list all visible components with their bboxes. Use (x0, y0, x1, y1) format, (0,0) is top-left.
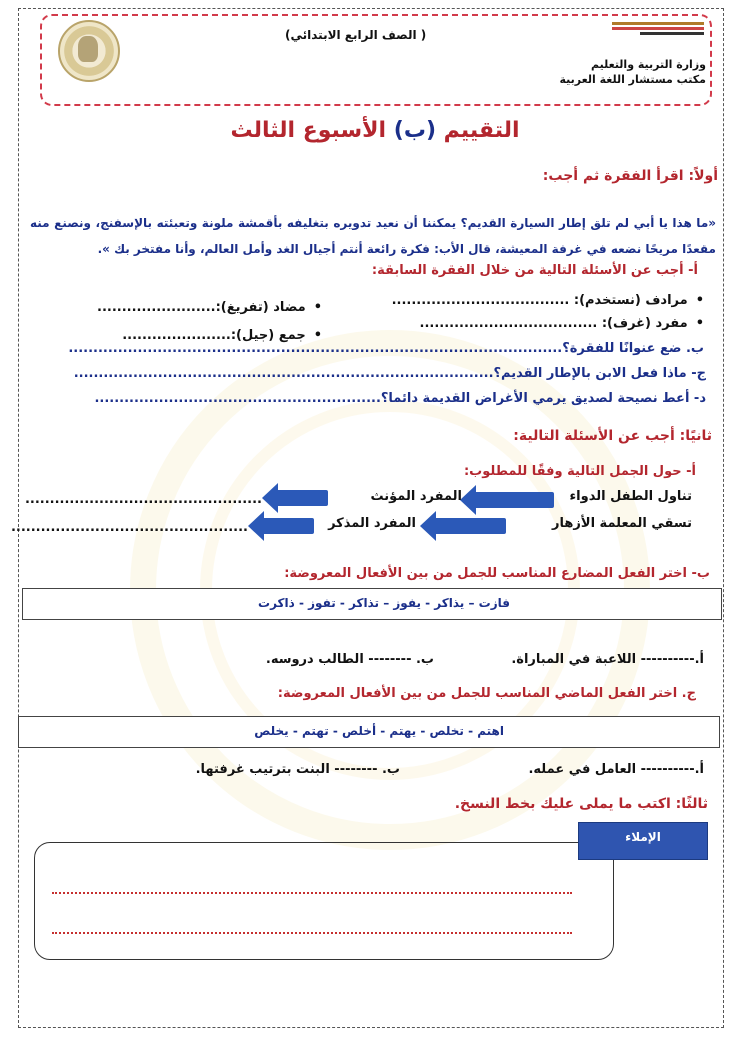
part2-q-c: ج. اختر الفعل الماضي المناسب للجمل من بين الأفعال المعروضة: (277, 686, 696, 701)
sentence-2: تسقي المعلمة الأزهار (552, 516, 692, 531)
arrow-3-icon (434, 518, 506, 534)
sentence-2-target: المفرد المذكر (328, 516, 416, 531)
singular-question: • مفرد (غرف): .................................... (420, 316, 704, 331)
reading-passage: «ما هذا يا أبي لم تلق إطار السيارة القديم؟ يمكننا أن نعيد تدويره بتغليفه بأقمشة ملونة وتعبئته بالإسفنج، ونصنع منه مقعدًا مريحًا نضعه في غرفة المعيشة، قال الأب: فكرة رائعة أنتم أجيال الغد وأمل العالم، وأنا مفتخر بك ». (30, 216, 716, 256)
present-q-a: أ.---------- اللاعبة في المباراة. (511, 652, 704, 667)
part1-q-a: أ- أجب عن الأسئلة التالية من خلال الفقرة السابقة: (371, 263, 698, 278)
ministry-logo-icon (612, 20, 704, 42)
present-q-b: ب. -------- الطالب دروسه. (265, 652, 434, 667)
past-q-a: أ.---------- العامل في عمله. (528, 762, 704, 777)
dictation-box (34, 842, 614, 960)
dictation-label: الإملاء (578, 822, 708, 860)
ministry-name: وزارة التربية والتعليم (591, 58, 706, 71)
part1-heading: أولاً: اقرأ الفقرة ثم أجب: (542, 168, 718, 184)
dictation-line-2 (52, 932, 572, 934)
page-title (0, 118, 750, 143)
title-rest: الأسبوع الثالث (230, 118, 387, 143)
title-main: التقييم (443, 118, 520, 143)
dictation-line-1 (52, 892, 572, 894)
sentence-1: تناول الطفل الدواء (569, 489, 692, 504)
arrow-2-icon (276, 490, 328, 506)
synonym-question: • مرادف (نستخدم): .................................... (392, 293, 704, 308)
sentence-2-answer-line: ................................................ (10, 520, 248, 535)
part2-q-a: أ- حول الجمل التالية وفقًا للمطلوب: (463, 464, 696, 479)
sentence-1-target: المفرد المؤنث (370, 489, 462, 504)
office-name: مكتب مستشار اللغة العربية (559, 73, 706, 86)
part2-q-b: ب- اختر الفعل المضارع المناسب للجمل من بين الأفعال المعروضة: (284, 566, 710, 581)
part2-heading: ثانيًا: أجب عن الأسئلة التالية: (513, 428, 712, 444)
antonym-question: • مضاد (تفريغ):........................ (97, 300, 322, 315)
present-verbs: فازت – يذاكر - يفوز – تذاكر - تفوز - ذاكرت (258, 596, 510, 610)
past-verbs: اهتم - تخلص - يهتم - أخلص - تهتم - يخلص (254, 724, 504, 738)
arrow-4-icon (262, 518, 314, 534)
plural-question: • جمع (جيل):...................... (122, 328, 322, 343)
grade-label: ( الصف الرابع الابتدائي) (285, 28, 427, 42)
arrow-1-icon (474, 492, 554, 508)
part1-q-c: ج- ماذا فعل الابن بالإطار القديم؟..................................................................................... (73, 366, 706, 381)
republic-seal-icon (58, 20, 120, 82)
part1-q-d: د- أعط نصيحة لصديق يرمي الأغراض القديمة دائما؟.......................................................... (94, 391, 706, 406)
part3-heading: ثالثًا: اكتب ما يملى عليك بخط النسخ. (454, 796, 708, 812)
title-badge: (ب) (393, 118, 436, 143)
past-q-b: ب. -------- البنت بترتيب غرفتها. (195, 762, 400, 777)
sentence-1-answer-line: ................................................ (24, 492, 262, 507)
part1-q-b: ب. ضع عنوانًا للفقرة؟.................................................................................................... (68, 341, 704, 356)
